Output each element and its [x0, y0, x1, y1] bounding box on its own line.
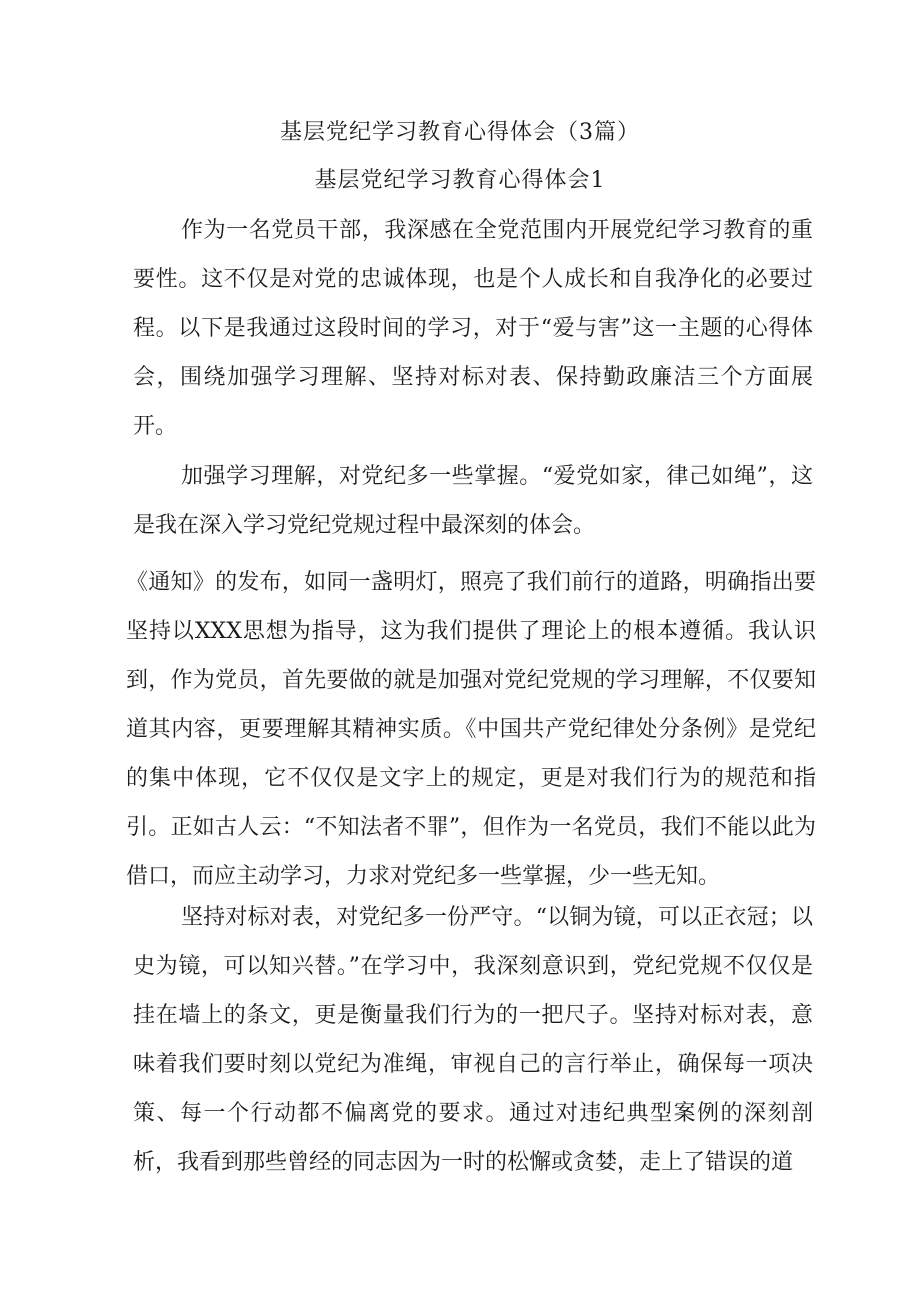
- paragraph-benchmark: 坚持对标对表，对党纪多一份严守。“以铜为镜，可以正衣冠；以史为镜，可以知兴替。”在学习中，我深刻意识到，党纪党规不仅仅是挂在墙上的条文，更是衡量我们行为的一把尺子。坚持对标对表，意味着我们要时刻以党纪为准绳，审视自己的言行举止，确保每一项决策、每一个行动都不偏离党的要求。通过对违纪典型案例的深刻剖析，我看到那些曾经的同志因为一时的松懈或贪婪，走上了错误的道: [133, 905, 813, 1175]
- paragraph-study-heading: 加强学习理解，对党纪多一些掌握。“爱党如家，律己如绳”，这是我在深入学习党纪党规过程中最深刻的体会。: [133, 464, 813, 538]
- paragraph-intro: 作为一名党员干部，我深感在全党范围内开展党纪学习教育的重要性。这不仅是对党的忠诚体现，也是个人成长和自我净化的必要过程。以下是我通过这段时间的学习，对于“爱与害”这一主题的心得体会，围绕加强学习理解、坚持对标对表、保持勤政廉洁三个方面展开。: [133, 218, 813, 439]
- section-title: 基层党纪学习教育心得体会1: [314, 168, 606, 193]
- document-title: 基层党纪学习教育心得体会（3篇）: [280, 120, 640, 145]
- paragraph-notice: 《通知》的发布，如同一盏明灯，照亮了我们前行的道路，明确指出要坚持以XXX思想为指导，这为我们提供了理论上的根本遵循。我认识到，作为党员，首先要做的就是加强对党纪党规的学习理解，不仅要知道其内容，更要理解其精神实质。《中国共产党纪律处分条例》是党纪的集中体现，它不仅仅是文字上的规定，更是对我们行为的规范和指引。正如古人云：“不知法者不罪”，但作为一名党员，我们不能以此为借口，而应主动学习，力求对党纪多一些掌握，少一些无知。: [126, 570, 816, 889]
